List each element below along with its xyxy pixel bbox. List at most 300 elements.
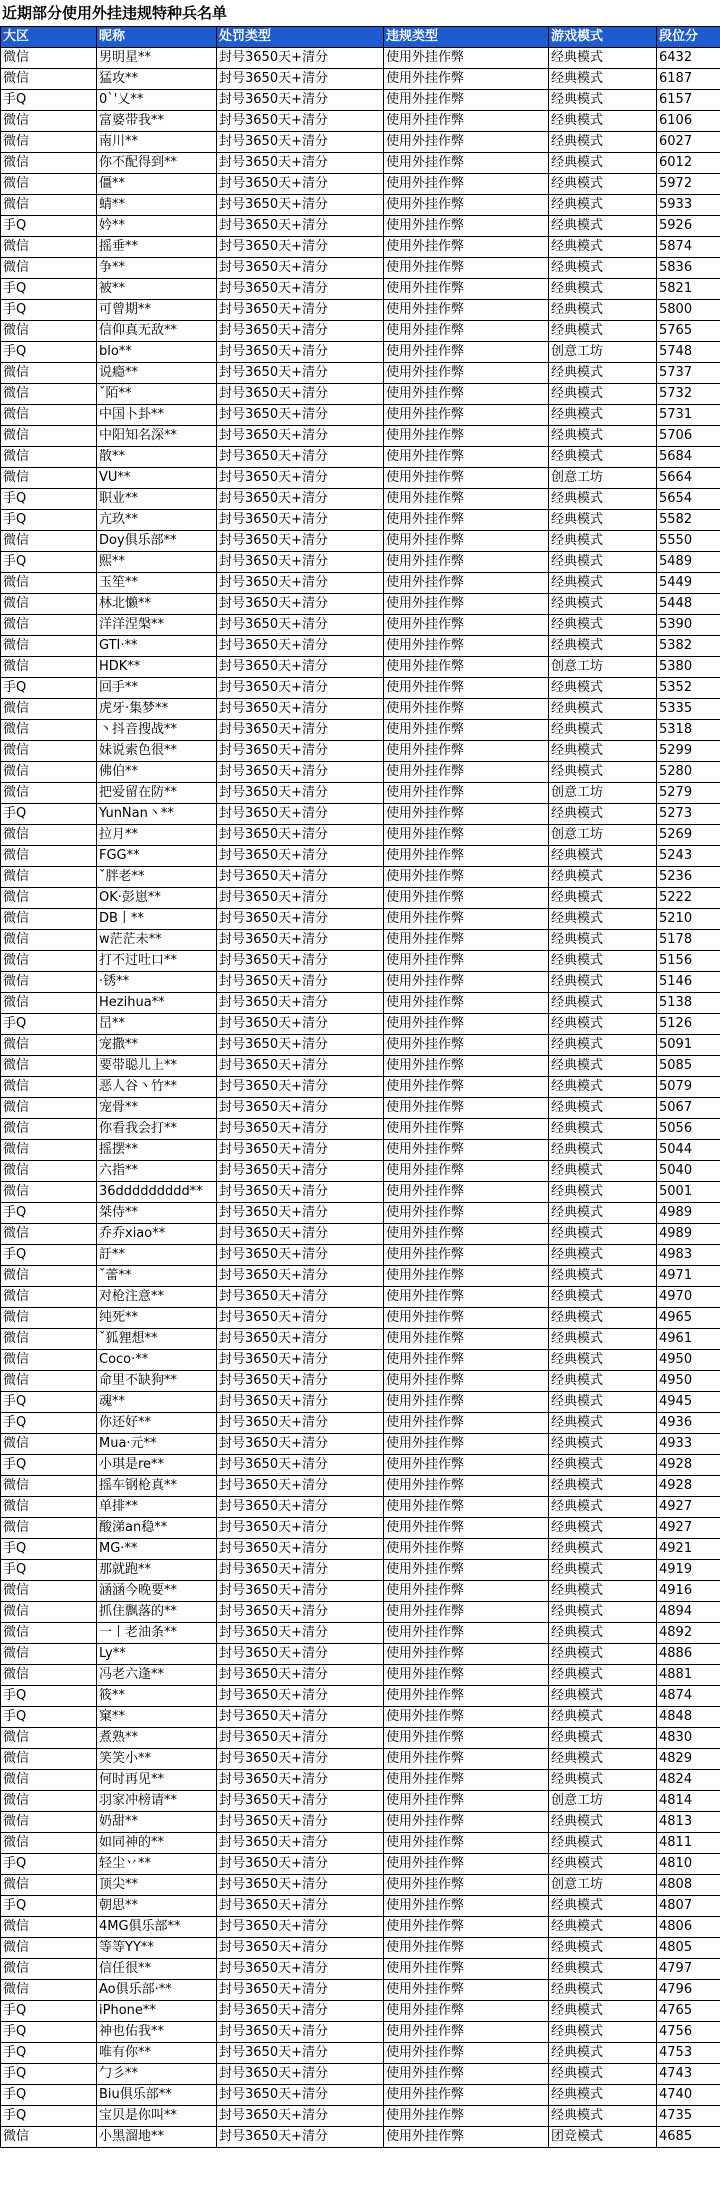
violation-type-cell: 使用外挂作弊 <box>384 531 549 552</box>
region-cell: 微信 <box>1 594 97 615</box>
table-row <box>1 1938 720 1959</box>
nickname-cell: 煮熟** <box>97 1728 217 1749</box>
rank-score-cell: 5706 <box>657 426 720 447</box>
rank-score-cell: 5318 <box>657 720 720 741</box>
violation-type-cell: 使用外挂作弊 <box>384 1749 549 1770</box>
game-mode-cell: 经典模式 <box>549 1602 657 1623</box>
penalty-type-cell: 封号3650天+清分 <box>217 279 384 300</box>
game-mode-cell: 经典模式 <box>549 1644 657 1665</box>
table-row <box>1 1119 720 1140</box>
table-row <box>1 216 720 237</box>
nickname-cell: 等等YY** <box>97 1938 217 1959</box>
rank-score-cell: 4808 <box>657 1875 720 1896</box>
nickname-cell: 抓住飘落的** <box>97 1602 217 1623</box>
violation-type-cell: 使用外挂作弊 <box>384 1140 549 1161</box>
table-row <box>1 1917 720 1938</box>
violation-type-cell: 使用外挂作弊 <box>384 741 549 762</box>
game-mode-cell: 经典模式 <box>549 1896 657 1917</box>
violation-type-cell: 使用外挂作弊 <box>384 447 549 468</box>
violation-type-cell: 使用外挂作弊 <box>384 111 549 132</box>
table-row <box>1 174 720 195</box>
rank-score-cell: 4824 <box>657 1770 720 1791</box>
nickname-cell: 拉月** <box>97 825 217 846</box>
game-mode-cell: 经典模式 <box>549 1203 657 1224</box>
violation-type-cell: 使用外挂作弊 <box>384 1098 549 1119</box>
penalty-type-cell: 封号3650天+清分 <box>217 1686 384 1707</box>
game-mode-cell: 经典模式 <box>549 132 657 153</box>
game-mode-cell: 经典模式 <box>549 195 657 216</box>
game-mode-cell: 经典模式 <box>549 153 657 174</box>
rank-score-cell: 5079 <box>657 1077 720 1098</box>
violation-type-cell: 使用外挂作弊 <box>384 1245 549 1266</box>
violation-type-cell: 使用外挂作弊 <box>384 195 549 216</box>
penalty-type-cell: 封号3650天+清分 <box>217 594 384 615</box>
penalty-type-cell: 封号3650天+清分 <box>217 1875 384 1896</box>
table-row <box>1 930 720 951</box>
region-cell: 微信 <box>1 2127 97 2148</box>
region-cell: 微信 <box>1 699 97 720</box>
penalty-type-cell: 封号3650天+清分 <box>217 1770 384 1791</box>
region-cell: 微信 <box>1 405 97 426</box>
nickname-cell: MG·** <box>97 1539 217 1560</box>
penalty-type-cell: 封号3650天+清分 <box>217 48 384 69</box>
game-mode-cell: 经典模式 <box>549 678 657 699</box>
nickname-cell: 散** <box>97 447 217 468</box>
nickname-cell: 争** <box>97 258 217 279</box>
game-mode-cell: 经典模式 <box>549 1392 657 1413</box>
region-cell: 微信 <box>1 1497 97 1518</box>
violation-type-cell: 使用外挂作弊 <box>384 48 549 69</box>
game-mode-cell: 经典模式 <box>549 1098 657 1119</box>
rank-score-cell: 4950 <box>657 1371 720 1392</box>
nickname-cell: 笑笑小** <box>97 1749 217 1770</box>
nickname-cell: HDK** <box>97 657 217 678</box>
rank-score-cell: 5390 <box>657 615 720 636</box>
rank-score-cell: 4919 <box>657 1560 720 1581</box>
nickname-cell: 可曾期** <box>97 300 217 321</box>
violation-type-cell: 使用外挂作弊 <box>384 1812 549 1833</box>
nickname-cell: 摇垂** <box>97 237 217 258</box>
penalty-type-cell: 封号3650天+清分 <box>217 615 384 636</box>
table-row <box>1 552 720 573</box>
penalty-type-cell: 封号3650天+清分 <box>217 1896 384 1917</box>
table-row <box>1 300 720 321</box>
violation-type-cell: 使用外挂作弊 <box>384 426 549 447</box>
game-mode-cell: 创意工坊 <box>549 468 657 489</box>
nickname-cell: ˇ陌** <box>97 384 217 405</box>
nickname-cell: iPhone** <box>97 2001 217 2022</box>
rank-score-cell: 5222 <box>657 888 720 909</box>
penalty-type-cell: 封号3650天+清分 <box>217 1245 384 1266</box>
nickname-cell: 回手** <box>97 678 217 699</box>
violation-type-cell: 使用外挂作弊 <box>384 951 549 972</box>
region-cell: 微信 <box>1 531 97 552</box>
rank-score-cell: 5210 <box>657 909 720 930</box>
table-row <box>1 1665 720 1686</box>
rank-score-cell: 4886 <box>657 1644 720 1665</box>
nickname-cell: blo** <box>97 342 217 363</box>
region-cell: 微信 <box>1 1077 97 1098</box>
nickname-cell: 丶抖音搜战** <box>97 720 217 741</box>
rank-score-cell: 5684 <box>657 447 720 468</box>
violation-type-cell: 使用外挂作弊 <box>384 2001 549 2022</box>
region-cell: 微信 <box>1 1812 97 1833</box>
violation-type-cell: 使用外挂作弊 <box>384 657 549 678</box>
penalty-type-cell: 封号3650天+清分 <box>217 258 384 279</box>
game-mode-cell: 经典模式 <box>549 1497 657 1518</box>
penalty-type-cell: 封号3650天+清分 <box>217 1350 384 1371</box>
rank-score-cell: 4810 <box>657 1854 720 1875</box>
penalty-type-cell: 封号3650天+清分 <box>217 1560 384 1581</box>
nickname-cell: 冯老六逢** <box>97 1665 217 1686</box>
nickname-cell: 窠** <box>97 1707 217 1728</box>
game-mode-cell: 经典模式 <box>549 1266 657 1287</box>
game-mode-cell: 经典模式 <box>549 426 657 447</box>
penalty-type-cell: 封号3650天+清分 <box>217 1476 384 1497</box>
penalty-type-cell: 封号3650天+清分 <box>217 1728 384 1749</box>
penalty-type-cell: 封号3650天+清分 <box>217 1077 384 1098</box>
nickname-cell: 亢玖** <box>97 510 217 531</box>
nickname-cell: ˇ狐狸想** <box>97 1329 217 1350</box>
game-mode-cell: 经典模式 <box>549 1287 657 1308</box>
rank-score-cell: 5236 <box>657 867 720 888</box>
game-mode-cell: 经典模式 <box>549 720 657 741</box>
penalty-type-cell: 封号3650天+清分 <box>217 573 384 594</box>
nickname-cell: VU** <box>97 468 217 489</box>
region-cell: 手Q <box>1 2064 97 2085</box>
game-mode-cell: 经典模式 <box>549 1539 657 1560</box>
table-header-row <box>1 27 720 48</box>
rank-score-cell: 5146 <box>657 972 720 993</box>
penalty-type-cell: 封号3650天+清分 <box>217 468 384 489</box>
nickname-cell: 宠骨** <box>97 1098 217 1119</box>
region-cell: 手Q <box>1 489 97 510</box>
penalty-type-cell: 封号3650天+清分 <box>217 720 384 741</box>
region-cell: 手Q <box>1 678 97 699</box>
violation-type-cell: 使用外挂作弊 <box>384 825 549 846</box>
region-cell: 手Q <box>1 1455 97 1476</box>
penalty-type-cell: 封号3650天+清分 <box>217 1539 384 1560</box>
penalty-type-cell: 封号3650天+清分 <box>217 888 384 909</box>
violation-type-cell: 使用外挂作弊 <box>384 615 549 636</box>
nickname-cell: 打不过吐口** <box>97 951 217 972</box>
table-row <box>1 1329 720 1350</box>
game-mode-cell: 经典模式 <box>549 1308 657 1329</box>
nickname-cell: 旵** <box>97 1014 217 1035</box>
game-mode-cell: 经典模式 <box>549 216 657 237</box>
violation-type-cell: 使用外挂作弊 <box>384 1875 549 1896</box>
game-mode-cell: 经典模式 <box>549 48 657 69</box>
rank-score-cell: 4933 <box>657 1434 720 1455</box>
rank-score-cell: 4874 <box>657 1686 720 1707</box>
rank-score-cell: 4813 <box>657 1812 720 1833</box>
table-row <box>1 1749 720 1770</box>
game-mode-cell: 经典模式 <box>549 1035 657 1056</box>
header-violation-type: 违规类型 <box>384 27 549 48</box>
penalty-type-cell: 封号3650天+清分 <box>217 237 384 258</box>
penalty-type-cell: 封号3650天+清分 <box>217 1287 384 1308</box>
game-mode-cell: 经典模式 <box>549 1140 657 1161</box>
rank-score-cell: 4971 <box>657 1266 720 1287</box>
violation-type-cell: 使用外挂作弊 <box>384 1770 549 1791</box>
violation-table <box>0 26 720 2148</box>
table-row <box>1 1308 720 1329</box>
table-row <box>1 1371 720 1392</box>
penalty-type-cell: 封号3650天+清分 <box>217 132 384 153</box>
rank-score-cell: 4797 <box>657 1959 720 1980</box>
region-cell: 微信 <box>1 195 97 216</box>
rank-score-cell: 6187 <box>657 69 720 90</box>
penalty-type-cell: 封号3650天+清分 <box>217 846 384 867</box>
region-cell: 微信 <box>1 1329 97 1350</box>
table-row <box>1 657 720 678</box>
nickname-cell: 恶人谷丶竹** <box>97 1077 217 1098</box>
game-mode-cell: 经典模式 <box>549 2085 657 2106</box>
violation-type-cell: 使用外挂作弊 <box>384 1119 549 1140</box>
table-row <box>1 951 720 972</box>
violation-type-cell: 使用外挂作弊 <box>384 1854 549 1875</box>
table-row <box>1 1161 720 1182</box>
table-row <box>1 993 720 1014</box>
region-cell: 微信 <box>1 132 97 153</box>
penalty-type-cell: 封号3650天+清分 <box>217 363 384 384</box>
penalty-type-cell: 封号3650天+清分 <box>217 426 384 447</box>
rank-score-cell: 4685 <box>657 2127 720 2148</box>
region-cell: 微信 <box>1 657 97 678</box>
penalty-type-cell: 封号3650天+清分 <box>217 867 384 888</box>
table-row <box>1 825 720 846</box>
region-cell: 手Q <box>1 216 97 237</box>
table-row <box>1 468 720 489</box>
table-row <box>1 1560 720 1581</box>
table-row <box>1 48 720 69</box>
nickname-cell: 唯有你** <box>97 2043 217 2064</box>
nickname-cell: 勹彡** <box>97 2064 217 2085</box>
region-cell: 微信 <box>1 1098 97 1119</box>
game-mode-cell: 经典模式 <box>549 1161 657 1182</box>
region-cell: 手Q <box>1 2043 97 2064</box>
violation-type-cell: 使用外挂作弊 <box>384 2043 549 2064</box>
region-cell: 微信 <box>1 1350 97 1371</box>
rank-score-cell: 5926 <box>657 216 720 237</box>
violation-type-cell: 使用外挂作弊 <box>384 1161 549 1182</box>
region-cell: 手Q <box>1 1854 97 1875</box>
region-cell: 手Q <box>1 1413 97 1434</box>
rank-score-cell: 4989 <box>657 1224 720 1245</box>
region-cell: 微信 <box>1 1140 97 1161</box>
rank-score-cell: 5449 <box>657 573 720 594</box>
region-cell: 微信 <box>1 1518 97 1539</box>
game-mode-cell: 经典模式 <box>549 510 657 531</box>
violation-type-cell: 使用外挂作弊 <box>384 1035 549 1056</box>
table-row <box>1 1455 720 1476</box>
rank-score-cell: 5040 <box>657 1161 720 1182</box>
table-row <box>1 510 720 531</box>
rank-score-cell: 5654 <box>657 489 720 510</box>
penalty-type-cell: 封号3650天+清分 <box>217 2127 384 2148</box>
rank-score-cell: 5800 <box>657 300 720 321</box>
penalty-type-cell: 封号3650天+清分 <box>217 1266 384 1287</box>
nickname-cell: ˇ胖老** <box>97 867 217 888</box>
penalty-type-cell: 封号3650天+清分 <box>217 90 384 111</box>
table-row <box>1 321 720 342</box>
game-mode-cell: 经典模式 <box>549 552 657 573</box>
region-cell: 微信 <box>1 1665 97 1686</box>
violation-type-cell: 使用外挂作弊 <box>384 1665 549 1686</box>
penalty-type-cell: 封号3650天+清分 <box>217 741 384 762</box>
rank-score-cell: 5582 <box>657 510 720 531</box>
penalty-type-cell: 封号3650天+清分 <box>217 1854 384 1875</box>
penalty-type-cell: 封号3650天+清分 <box>217 153 384 174</box>
penalty-type-cell: 封号3650天+清分 <box>217 2022 384 2043</box>
table-row <box>1 1434 720 1455</box>
violation-type-cell: 使用外挂作弊 <box>384 1224 549 1245</box>
nickname-cell: 你不配得到** <box>97 153 217 174</box>
penalty-type-cell: 封号3650天+清分 <box>217 1812 384 1833</box>
nickname-cell: 玉笙** <box>97 573 217 594</box>
violation-type-cell: 使用外挂作弊 <box>384 1434 549 1455</box>
region-cell: 微信 <box>1 615 97 636</box>
penalty-type-cell: 封号3650天+清分 <box>217 909 384 930</box>
nickname-cell: Doy俱乐部** <box>97 531 217 552</box>
rank-score-cell: 4811 <box>657 1833 720 1854</box>
game-mode-cell: 经典模式 <box>549 1119 657 1140</box>
game-mode-cell: 经典模式 <box>549 888 657 909</box>
rank-score-cell: 5001 <box>657 1182 720 1203</box>
nickname-cell: 神也佑我** <box>97 2022 217 2043</box>
violation-type-cell: 使用外挂作弊 <box>384 720 549 741</box>
region-cell: 手Q <box>1 1203 97 1224</box>
nickname-cell: 信仰真无敌** <box>97 321 217 342</box>
penalty-type-cell: 封号3650天+清分 <box>217 321 384 342</box>
nickname-cell: FGG** <box>97 846 217 867</box>
table-row <box>1 489 720 510</box>
nickname-cell: 信任很** <box>97 1959 217 1980</box>
region-cell: 手Q <box>1 1707 97 1728</box>
violation-type-cell: 使用外挂作弊 <box>384 867 549 888</box>
game-mode-cell: 经典模式 <box>549 1728 657 1749</box>
table-row <box>1 1581 720 1602</box>
violation-type-cell: 使用外挂作弊 <box>384 1182 549 1203</box>
game-mode-cell: 经典模式 <box>549 174 657 195</box>
nickname-cell: 男明星** <box>97 48 217 69</box>
game-mode-cell: 经典模式 <box>549 363 657 384</box>
region-cell: 微信 <box>1 846 97 867</box>
region-cell: 手Q <box>1 1896 97 1917</box>
penalty-type-cell: 封号3650天+清分 <box>217 1182 384 1203</box>
violation-type-cell: 使用外挂作弊 <box>384 405 549 426</box>
game-mode-cell: 经典模式 <box>549 1686 657 1707</box>
region-cell: 手Q <box>1 1560 97 1581</box>
nickname-cell: ·锈** <box>97 972 217 993</box>
rank-score-cell: 4756 <box>657 2022 720 2043</box>
table-row <box>1 615 720 636</box>
rank-score-cell: 4881 <box>657 1665 720 1686</box>
table-row <box>1 258 720 279</box>
region-cell: 微信 <box>1 1119 97 1140</box>
rank-score-cell: 5085 <box>657 1056 720 1077</box>
game-mode-cell: 经典模式 <box>549 951 657 972</box>
table-row <box>1 69 720 90</box>
region-cell: 微信 <box>1 321 97 342</box>
table-row <box>1 405 720 426</box>
rank-score-cell: 5732 <box>657 384 720 405</box>
violation-type-cell: 使用外挂作弊 <box>384 300 549 321</box>
violation-type-cell: 使用外挂作弊 <box>384 1560 549 1581</box>
violation-type-cell: 使用外挂作弊 <box>384 69 549 90</box>
violation-type-cell: 使用外挂作弊 <box>384 1959 549 1980</box>
penalty-type-cell: 封号3650天+清分 <box>217 531 384 552</box>
penalty-type-cell: 封号3650天+清分 <box>217 1791 384 1812</box>
region-cell: 微信 <box>1 447 97 468</box>
nickname-cell: 宝贝是你叫** <box>97 2106 217 2127</box>
game-mode-cell: 创意工坊 <box>549 1791 657 1812</box>
region-cell: 微信 <box>1 426 97 447</box>
nickname-cell: 职业** <box>97 489 217 510</box>
violation-type-cell: 使用外挂作弊 <box>384 1644 549 1665</box>
game-mode-cell: 经典模式 <box>549 1476 657 1497</box>
nickname-cell: 对枪注意** <box>97 1287 217 1308</box>
nickname-cell: 你还好** <box>97 1413 217 1434</box>
game-mode-cell: 经典模式 <box>549 69 657 90</box>
penalty-type-cell: 封号3650天+清分 <box>217 636 384 657</box>
penalty-type-cell: 封号3650天+清分 <box>217 342 384 363</box>
region-cell: 微信 <box>1 1980 97 2001</box>
penalty-type-cell: 封号3650天+清分 <box>217 1707 384 1728</box>
penalty-type-cell: 封号3650天+清分 <box>217 1035 384 1056</box>
penalty-type-cell: 封号3650天+清分 <box>217 1602 384 1623</box>
rank-score-cell: 5748 <box>657 342 720 363</box>
region-cell: 微信 <box>1 237 97 258</box>
game-mode-cell: 经典模式 <box>549 1434 657 1455</box>
game-mode-cell: 经典模式 <box>549 258 657 279</box>
penalty-type-cell: 封号3650天+清分 <box>217 1098 384 1119</box>
region-cell: 微信 <box>1 174 97 195</box>
penalty-type-cell: 封号3650天+清分 <box>217 1434 384 1455</box>
penalty-type-cell: 封号3650天+清分 <box>217 111 384 132</box>
game-mode-cell: 创意工坊 <box>549 1875 657 1896</box>
penalty-type-cell: 封号3650天+清分 <box>217 657 384 678</box>
table-row <box>1 2127 720 2148</box>
penalty-type-cell: 封号3650天+清分 <box>217 2085 384 2106</box>
game-mode-cell: 经典模式 <box>549 2064 657 2085</box>
region-cell: 微信 <box>1 1749 97 1770</box>
penalty-type-cell: 封号3650天+清分 <box>217 1665 384 1686</box>
region-cell: 微信 <box>1 993 97 1014</box>
table-row <box>1 741 720 762</box>
table-row <box>1 1497 720 1518</box>
violation-type-cell: 使用外挂作弊 <box>384 153 549 174</box>
nickname-cell: 朝思** <box>97 1896 217 1917</box>
table-row <box>1 1098 720 1119</box>
violation-type-cell: 使用外挂作弊 <box>384 1455 549 1476</box>
region-cell: 微信 <box>1 111 97 132</box>
penalty-type-cell: 封号3650天+清分 <box>217 1917 384 1938</box>
penalty-type-cell: 封号3650天+清分 <box>217 2001 384 2022</box>
nickname-cell: 小黑溜地** <box>97 2127 217 2148</box>
nickname-cell: 要带聪儿上** <box>97 1056 217 1077</box>
nickname-cell: 把爱留在防** <box>97 783 217 804</box>
table-row <box>1 1203 720 1224</box>
game-mode-cell: 经典模式 <box>549 972 657 993</box>
game-mode-cell: 经典模式 <box>549 90 657 111</box>
penalty-type-cell: 封号3650天+清分 <box>217 1371 384 1392</box>
game-mode-cell: 经典模式 <box>549 1959 657 1980</box>
rank-score-cell: 5933 <box>657 195 720 216</box>
penalty-type-cell: 封号3650天+清分 <box>217 1056 384 1077</box>
game-mode-cell: 经典模式 <box>549 1077 657 1098</box>
game-mode-cell: 经典模式 <box>549 279 657 300</box>
